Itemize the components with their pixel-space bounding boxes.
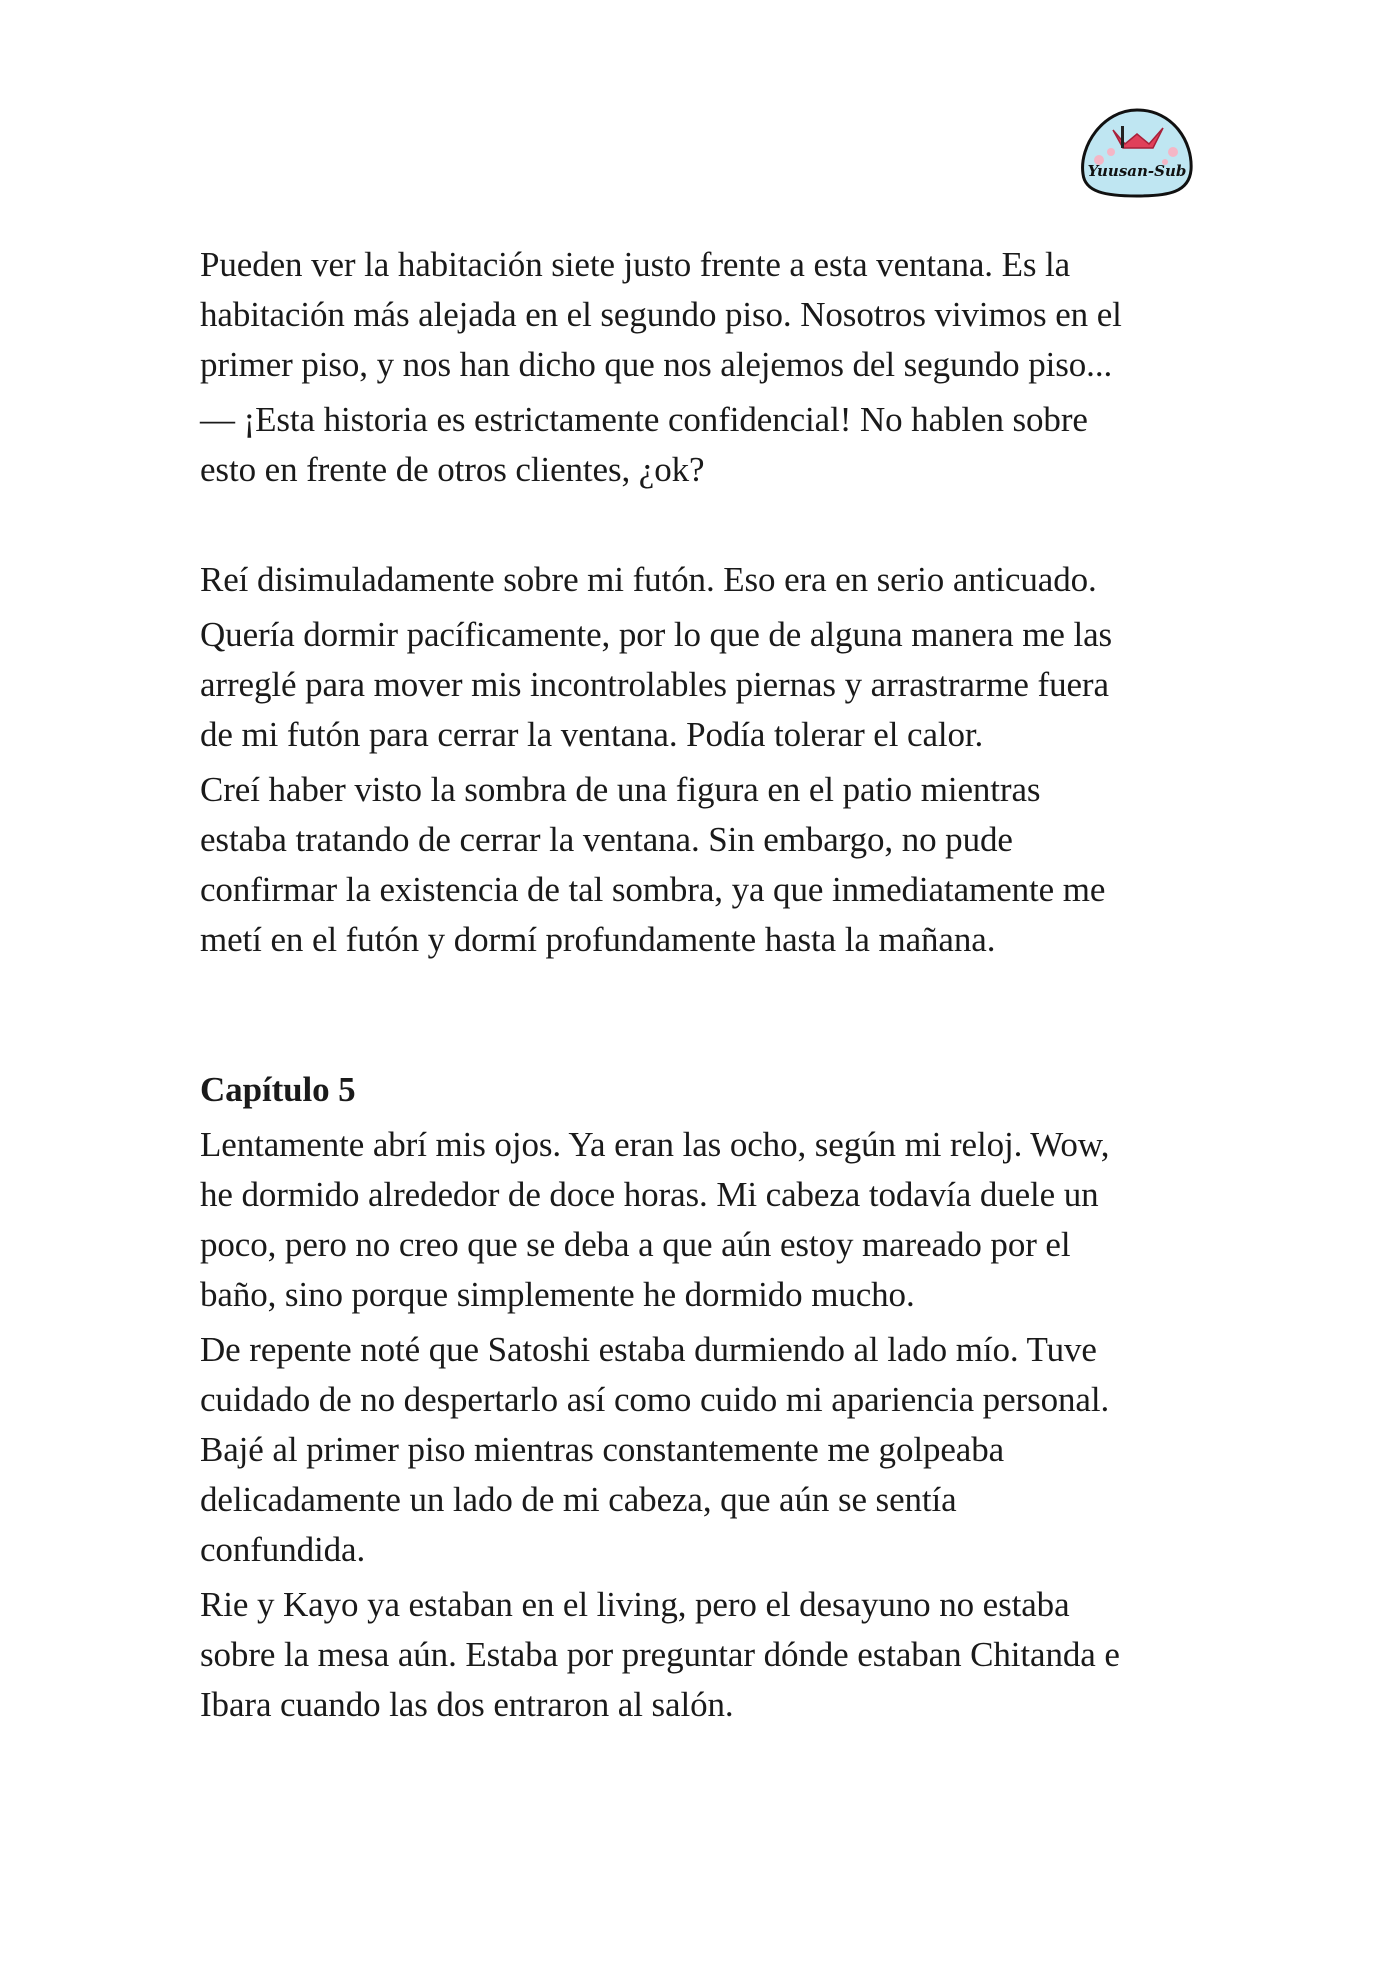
text-line: De repente noté que Satoshi estaba durmiendo al lado mío. Tuve — [200, 1330, 1097, 1369]
text-line: de mi futón para cerrar la ventana. Podía tolerar el calor. — [200, 715, 984, 754]
text-line: — ¡Esta historia es estrictamente confidencial! No hablen sobre — [200, 400, 1088, 439]
text-line: Lentamente abrí mis ojos. Ya eran las ocho, según mi reloj. Wow, — [200, 1125, 1110, 1164]
text-line: Rie y Kayo ya estaban en el living, pero el desayuno no estaba — [200, 1585, 1070, 1624]
text-line: sobre la mesa aún. Estaba por preguntar dónde estaban Chitanda e — [200, 1635, 1120, 1674]
text-line: estaba tratando de cerrar la ventana. Sin embargo, no pude — [200, 820, 1013, 859]
text-line: cuidado de no despertarlo así como cuido mi apariencia personal. — [200, 1380, 1110, 1419]
text-line: confirmar la existencia de tal sombra, ya que inmediatamente me — [200, 870, 1106, 909]
text-line: baño, sino porque simplemente he dormido mucho. — [200, 1275, 915, 1314]
text-line: Reí disimuladamente sobre mi futón. Eso era en serio anticuado. — [200, 560, 1097, 599]
yuusan-sub-logo — [1077, 104, 1197, 200]
text-line: Ibara cuando las dos entraron al salón. — [200, 1685, 734, 1724]
text-line: Quería dormir pacíficamente, por lo que de alguna manera me las — [200, 615, 1113, 654]
text-line: Bajé al primer piso mientras constantemente me golpeaba — [200, 1430, 1005, 1469]
text-line: delicadamente un lado de mi cabeza, que aún se sentía — [200, 1480, 957, 1519]
text-line: he dormido alrededor de doce horas. Mi cabeza todavía duele un — [200, 1175, 1099, 1214]
text-line: esto en frente de otros clientes, ¿ok? — [200, 450, 705, 489]
text-line: Creí haber visto la sombra de una figura en el patio mientras — [200, 770, 1041, 809]
logo-text: Yuusan-Sub — [1087, 162, 1187, 180]
text-line: metí en el futón y dormí profundamente hasta la mañana. — [200, 920, 996, 959]
text-line: arreglé para mover mis incontrolables piernas y arrastrarme fuera — [200, 665, 1109, 704]
text-line: confundida. — [200, 1530, 366, 1569]
chapter-heading: Capítulo 5 — [200, 1070, 356, 1109]
text-line: primer piso, y nos han dicho que nos alejemos del segundo piso... — [200, 345, 1113, 384]
text-line: habitación más alejada en el segundo piso. Nosotros vivimos en el — [200, 295, 1122, 334]
text-line: poco, pero no creo que se deba a que aún estoy mareado por el — [200, 1225, 1071, 1264]
text-line: Pueden ver la habitación siete justo frente a esta ventana. Es la — [200, 245, 1071, 284]
